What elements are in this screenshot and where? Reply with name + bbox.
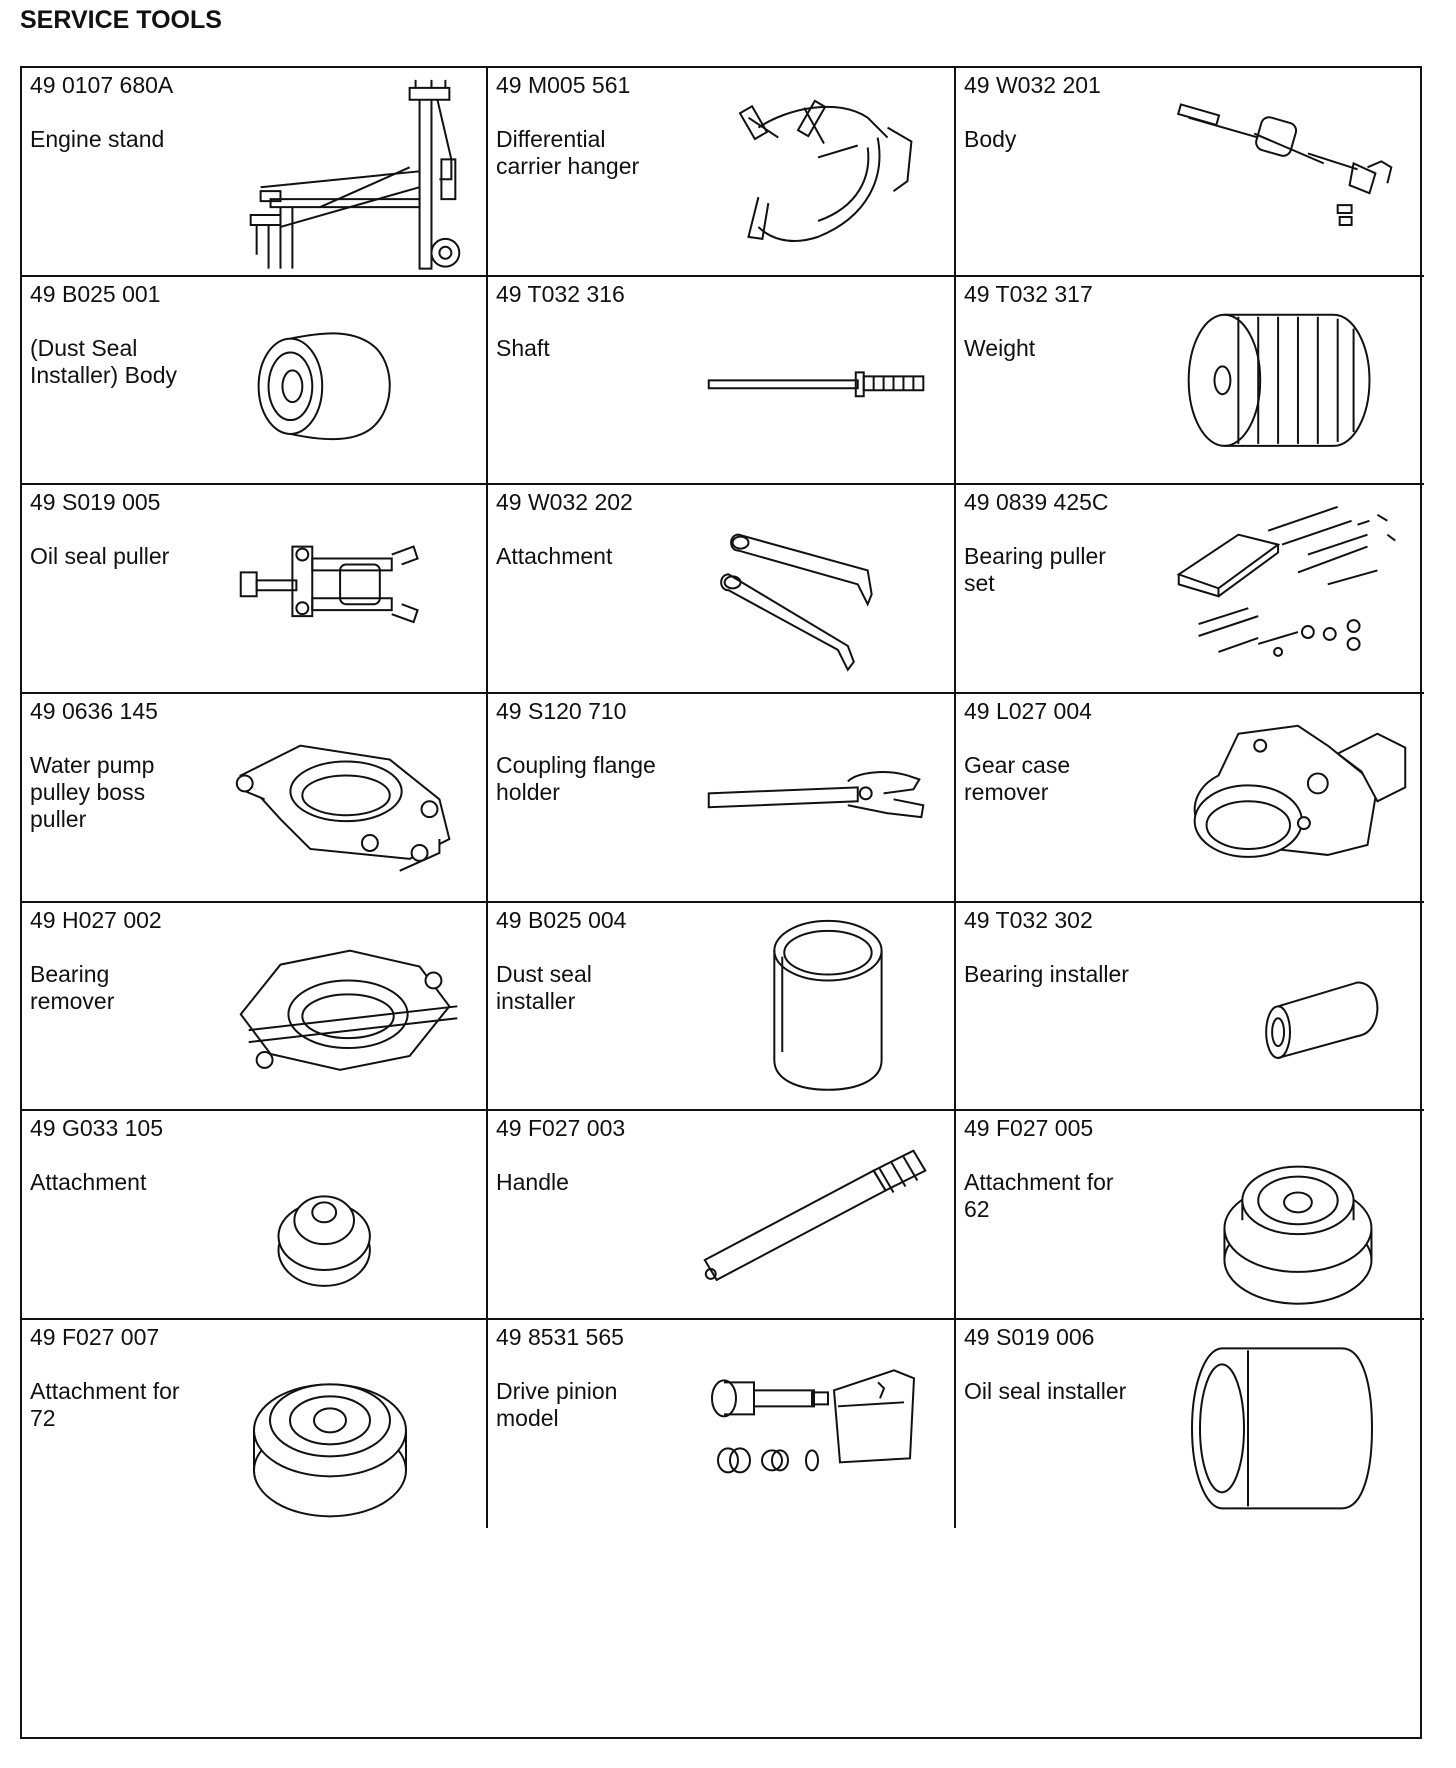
part-number: 49 F027 007 — [30, 1323, 160, 1350]
tool-name — [30, 752, 230, 833]
tool-name-line: pulley boss — [30, 778, 146, 805]
tool-name-line: puller — [30, 805, 87, 832]
tool-name-line: model — [496, 1404, 559, 1431]
differential-carrier-hanger-icon — [688, 68, 954, 275]
tool-cell — [488, 277, 956, 486]
tool-cell — [488, 694, 956, 903]
attachment-72-icon — [220, 1320, 486, 1529]
tool-name-line: Bearing installer — [964, 960, 1129, 987]
tool-name-line: Drive pinion — [496, 1377, 618, 1404]
tool-cell — [956, 68, 1424, 277]
tool-name — [30, 543, 230, 570]
dust-seal-installer-icon — [688, 903, 954, 1110]
tool-name-line: (Dust Seal — [30, 334, 138, 361]
part-number: 49 W032 201 — [964, 72, 1101, 98]
tool-name — [30, 126, 230, 153]
tool-name — [30, 961, 230, 1015]
part-number: 49 F027 003 — [496, 1115, 626, 1142]
tool-name-line: remover — [30, 987, 115, 1014]
tool-name-line: Weight — [964, 334, 1036, 361]
shaft-icon — [688, 277, 954, 484]
body-icon — [1158, 68, 1424, 275]
tool-name-line: Attachment for — [964, 1169, 1114, 1196]
tool-name-line: holder — [496, 778, 560, 805]
tool-name — [964, 752, 1164, 806]
tool-name-line: remover — [964, 778, 1049, 805]
part-number: 49 B025 004 — [496, 906, 627, 933]
tool-name — [496, 126, 696, 180]
tool-name-line: installer — [496, 987, 576, 1014]
tool-name-line: carrier hanger — [496, 153, 640, 179]
tool-name-line: Dust seal — [496, 960, 592, 987]
tool-name-line: Oil seal installer — [964, 1377, 1127, 1404]
tool-name — [496, 543, 696, 570]
oil-seal-installer-icon — [1158, 1320, 1424, 1529]
tool-cell — [22, 903, 488, 1112]
weight-icon — [1158, 277, 1424, 484]
tool-cell — [488, 903, 956, 1112]
part-number: 49 T032 317 — [964, 280, 1093, 307]
tool-name-line: Installer) Body — [30, 361, 178, 388]
part-number: 49 T032 302 — [964, 906, 1093, 933]
part-number: 49 S019 005 — [30, 489, 161, 516]
tool-cell — [22, 277, 488, 486]
part-number: 49 H027 002 — [30, 906, 162, 933]
tool-name — [964, 1378, 1164, 1405]
bearing-remover-icon — [220, 903, 486, 1110]
tool-name — [964, 1169, 1164, 1223]
tool-name-line: set — [964, 570, 995, 597]
tool-name-line: Attachment — [30, 1169, 147, 1196]
coupling-flange-holder-icon — [688, 694, 954, 901]
page-title: SERVICE TOOLS — [20, 6, 222, 34]
part-number: 49 0636 145 — [30, 697, 158, 724]
part-number: 49 B025 001 — [30, 280, 161, 307]
tool-name-line: Engine stand — [30, 126, 165, 152]
bearing-puller-set-icon — [1158, 485, 1424, 692]
tool-cell — [956, 485, 1424, 694]
tool-name-line: Coupling flange — [496, 751, 656, 778]
tool-name-line: Bearing puller — [964, 543, 1106, 570]
tool-name — [496, 1378, 696, 1432]
tool-name — [964, 126, 1164, 153]
tool-name — [30, 1378, 230, 1432]
tool-cell — [22, 1320, 488, 1529]
tool-name — [964, 335, 1164, 362]
attachment-62-icon — [1158, 1111, 1424, 1318]
drive-pinion-model-icon — [688, 1320, 954, 1529]
attachment-disc-icon — [220, 1111, 486, 1318]
handle-icon — [688, 1111, 954, 1318]
service-tools-table — [20, 66, 1422, 1739]
part-number: 49 F027 005 — [964, 1115, 1094, 1142]
part-number: 49 L027 004 — [964, 697, 1092, 724]
tool-name — [496, 1169, 696, 1196]
tool-name-line: Oil seal puller — [30, 543, 170, 570]
tool-cell — [22, 1111, 488, 1320]
tool-name-line: Handle — [496, 1169, 569, 1196]
tool-name-line: Gear case — [964, 751, 1071, 778]
tool-cell — [956, 1320, 1424, 1529]
gear-case-remover-icon — [1158, 694, 1424, 901]
tool-name — [964, 543, 1164, 597]
tool-cell — [956, 1111, 1424, 1320]
tool-name-line: 72 — [30, 1404, 56, 1431]
tool-name-line: Attachment for — [30, 1377, 180, 1404]
tool-name-line: Differential — [496, 126, 606, 152]
tool-name-line: 62 — [964, 1196, 990, 1223]
part-number: 49 0107 680A — [30, 72, 174, 98]
tool-name-line: Water pump — [30, 751, 155, 778]
part-number: 49 0839 425C — [964, 489, 1109, 516]
water-pump-pulley-boss-puller-icon — [220, 694, 486, 901]
part-number: 49 S120 710 — [496, 697, 627, 724]
part-number: 49 S019 006 — [964, 1323, 1095, 1350]
part-number: 49 W032 202 — [496, 489, 633, 516]
tool-name — [30, 1169, 230, 1196]
oil-seal-puller-icon — [220, 485, 486, 692]
tool-name-line: Attachment — [496, 543, 613, 570]
dust-seal-installer-body-icon — [220, 277, 486, 484]
part-number: 49 M005 561 — [496, 72, 631, 98]
tool-name — [496, 961, 696, 1015]
part-number: 49 T032 316 — [496, 280, 625, 307]
part-number: 49 G033 105 — [30, 1115, 164, 1142]
engine-stand-icon — [220, 68, 486, 275]
tool-name-line: Bearing — [30, 960, 110, 987]
tool-name-line: Shaft — [496, 334, 550, 361]
part-number: 49 8531 565 — [496, 1323, 624, 1350]
tool-cell — [488, 1111, 956, 1320]
tool-cell — [488, 485, 956, 694]
tool-name-line: Body — [964, 126, 1017, 152]
tool-cell — [956, 903, 1424, 1112]
tool-name — [496, 335, 696, 362]
tool-name — [964, 961, 1164, 988]
bearing-installer-icon — [1158, 903, 1424, 1110]
tool-cell — [956, 277, 1424, 486]
tool-name — [496, 752, 696, 806]
tool-cell — [488, 1320, 956, 1529]
tool-name — [30, 335, 230, 389]
tool-cell — [488, 68, 956, 277]
tool-cell — [22, 68, 488, 277]
tool-cell — [22, 694, 488, 903]
attachment-bars-icon — [688, 485, 954, 692]
tool-cell — [22, 485, 488, 694]
tool-cell — [956, 694, 1424, 903]
